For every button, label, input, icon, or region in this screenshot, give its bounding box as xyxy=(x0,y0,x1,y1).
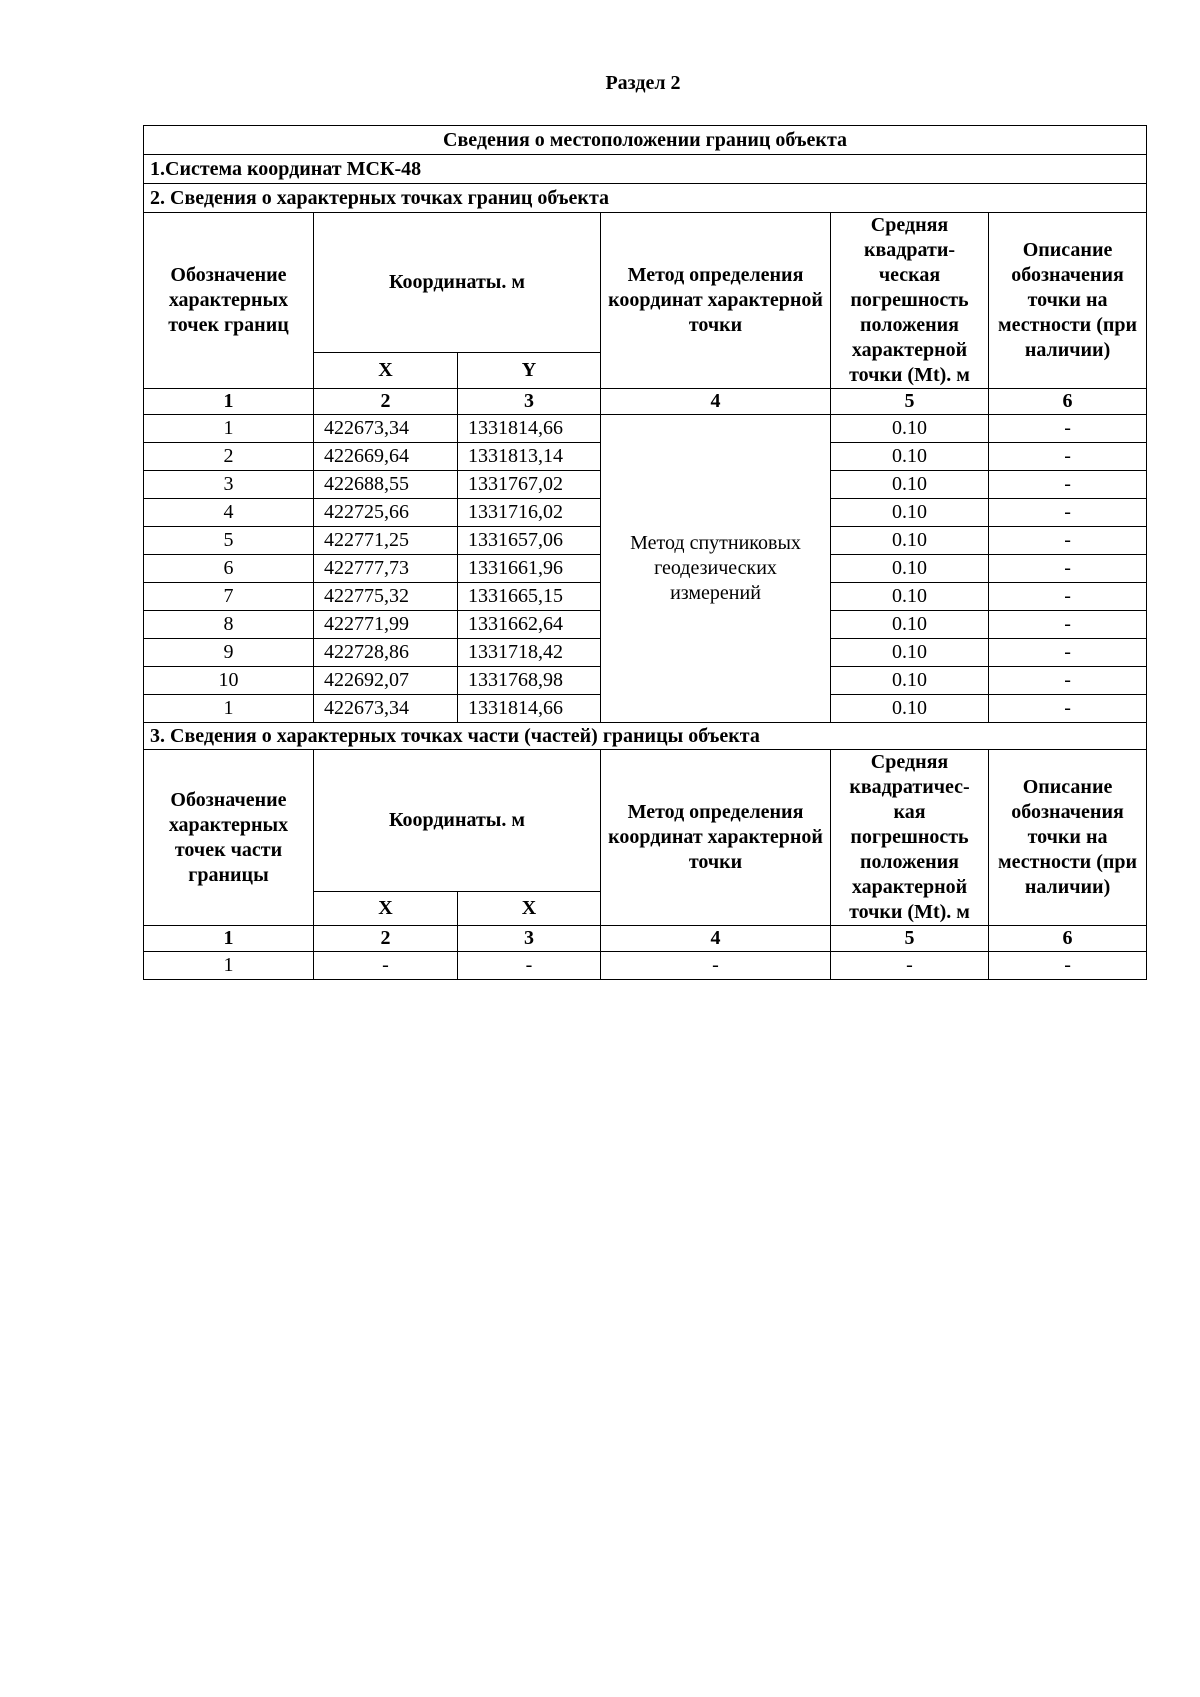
block3-col-designation: Обозначение характерных точек части границы xyxy=(144,750,314,926)
coordinate-system: 1.Система координат МСК-48 xyxy=(144,155,1147,184)
coordinate-x: 422669,64 xyxy=(314,443,458,471)
point-number: 10 xyxy=(144,667,314,695)
method-value: - xyxy=(601,952,831,980)
column-number: 4 xyxy=(601,926,831,952)
error-value: 0.10 xyxy=(831,555,989,583)
error-value: 0.10 xyxy=(831,695,989,723)
description-value: - xyxy=(989,952,1147,980)
column-number: 3 xyxy=(458,389,601,415)
description-value: - xyxy=(989,695,1147,723)
coordinate-y: 1331813,14 xyxy=(458,443,601,471)
description-value: - xyxy=(989,443,1147,471)
description-value: - xyxy=(989,639,1147,667)
point-number: 1 xyxy=(144,952,314,980)
coordinate-x: 422688,55 xyxy=(314,471,458,499)
coordinate-y: 1331814,66 xyxy=(458,695,601,723)
block3-col-coordinates: Координаты. м xyxy=(314,750,601,892)
column-number: 6 xyxy=(989,389,1147,415)
error-value: 0.10 xyxy=(831,639,989,667)
coordinate-y: 1331662,64 xyxy=(458,611,601,639)
boundary-table xyxy=(143,125,1147,980)
coordinate-y: 1331661,96 xyxy=(458,555,601,583)
coordinate-y: 1331657,06 xyxy=(458,527,601,555)
point-number: 9 xyxy=(144,639,314,667)
column-number: 1 xyxy=(144,389,314,415)
error-value: 0.10 xyxy=(831,583,989,611)
description-value: - xyxy=(989,667,1147,695)
method-value: Метод спутниковых геодезических измерений xyxy=(601,415,831,723)
coordinate-y: 1331767,02 xyxy=(458,471,601,499)
block2-col-coordinates: Координаты. м xyxy=(314,213,601,353)
description-value: - xyxy=(989,471,1147,499)
block3-col-x: X xyxy=(314,891,458,925)
block2-col-description: Описание обозначения точки на местности (при наличии) xyxy=(989,213,1147,389)
point-number: 4 xyxy=(144,499,314,527)
column-number: 5 xyxy=(831,389,989,415)
coordinate-y: 1331716,02 xyxy=(458,499,601,527)
block2-col-error: Средняя квадрати-ческая погрешность положения характерной точки (Mt). м xyxy=(831,213,989,389)
error-value: 0.10 xyxy=(831,611,989,639)
coordinate-y: 1331718,42 xyxy=(458,639,601,667)
coordinate-x: 422771,99 xyxy=(314,611,458,639)
error-value: 0.10 xyxy=(831,471,989,499)
column-number: 1 xyxy=(144,926,314,952)
table-row xyxy=(144,952,1147,980)
error-value: 0.10 xyxy=(831,499,989,527)
coordinate-x: 422692,07 xyxy=(314,667,458,695)
column-number: 2 xyxy=(314,926,458,952)
block2-col-designation: Обозначение характерных точек границ xyxy=(144,213,314,389)
point-number: 7 xyxy=(144,583,314,611)
coordinate-y: 1331768,98 xyxy=(458,667,601,695)
section-title: Раздел 2 xyxy=(605,72,681,94)
coordinate-y: 1331665,15 xyxy=(458,583,601,611)
coordinate-x: 422673,34 xyxy=(314,695,458,723)
coordinate-x: 422777,73 xyxy=(314,555,458,583)
table-row xyxy=(144,415,1147,443)
point-number: 1 xyxy=(144,415,314,443)
block2-col-method: Метод определения координат характерной точки xyxy=(601,213,831,389)
point-number: 1 xyxy=(144,695,314,723)
block3-title: 3. Сведения о характерных точках части (частей) границы объекта xyxy=(144,723,1147,750)
error-value: 0.10 xyxy=(831,415,989,443)
coordinate-x: 422725,66 xyxy=(314,499,458,527)
coordinate-x: - xyxy=(314,952,458,980)
column-number: 5 xyxy=(831,926,989,952)
error-value: 0.10 xyxy=(831,527,989,555)
table-title: Сведения о местоположении границ объекта xyxy=(144,126,1147,155)
description-value: - xyxy=(989,499,1147,527)
error-value: 0.10 xyxy=(831,443,989,471)
error-value: - xyxy=(831,952,989,980)
point-number: 2 xyxy=(144,443,314,471)
point-number: 6 xyxy=(144,555,314,583)
block3-col-error: Средняя квадратичес-кая погрешность положения характерной точки (Mt). м xyxy=(831,750,989,926)
coordinate-y: - xyxy=(458,952,601,980)
coordinate-x: 422728,86 xyxy=(314,639,458,667)
description-value: - xyxy=(989,611,1147,639)
block3-col-description: Описание обозначения точки на местности (при наличии) xyxy=(989,750,1147,926)
block2-title: 2. Сведения о характерных точках границ объекта xyxy=(144,184,1147,213)
description-value: - xyxy=(989,583,1147,611)
block3-col-x2: X xyxy=(458,891,601,925)
point-number: 8 xyxy=(144,611,314,639)
column-number: 6 xyxy=(989,926,1147,952)
block3-column-numbers xyxy=(144,926,1147,952)
coordinate-x: 422673,34 xyxy=(314,415,458,443)
description-value: - xyxy=(989,555,1147,583)
coordinate-y: 1331814,66 xyxy=(458,415,601,443)
description-value: - xyxy=(989,415,1147,443)
description-value: - xyxy=(989,527,1147,555)
coordinate-x: 422771,25 xyxy=(314,527,458,555)
column-number: 4 xyxy=(601,389,831,415)
point-number: 5 xyxy=(144,527,314,555)
column-number: 3 xyxy=(458,926,601,952)
block2-col-y: Y xyxy=(458,353,601,389)
column-number: 2 xyxy=(314,389,458,415)
coordinate-x: 422775,32 xyxy=(314,583,458,611)
error-value: 0.10 xyxy=(831,667,989,695)
block3-col-method: Метод определения координат характерной точки xyxy=(601,750,831,926)
block2-column-numbers xyxy=(144,389,1147,415)
point-number: 3 xyxy=(144,471,314,499)
block2-col-x: X xyxy=(314,353,458,389)
